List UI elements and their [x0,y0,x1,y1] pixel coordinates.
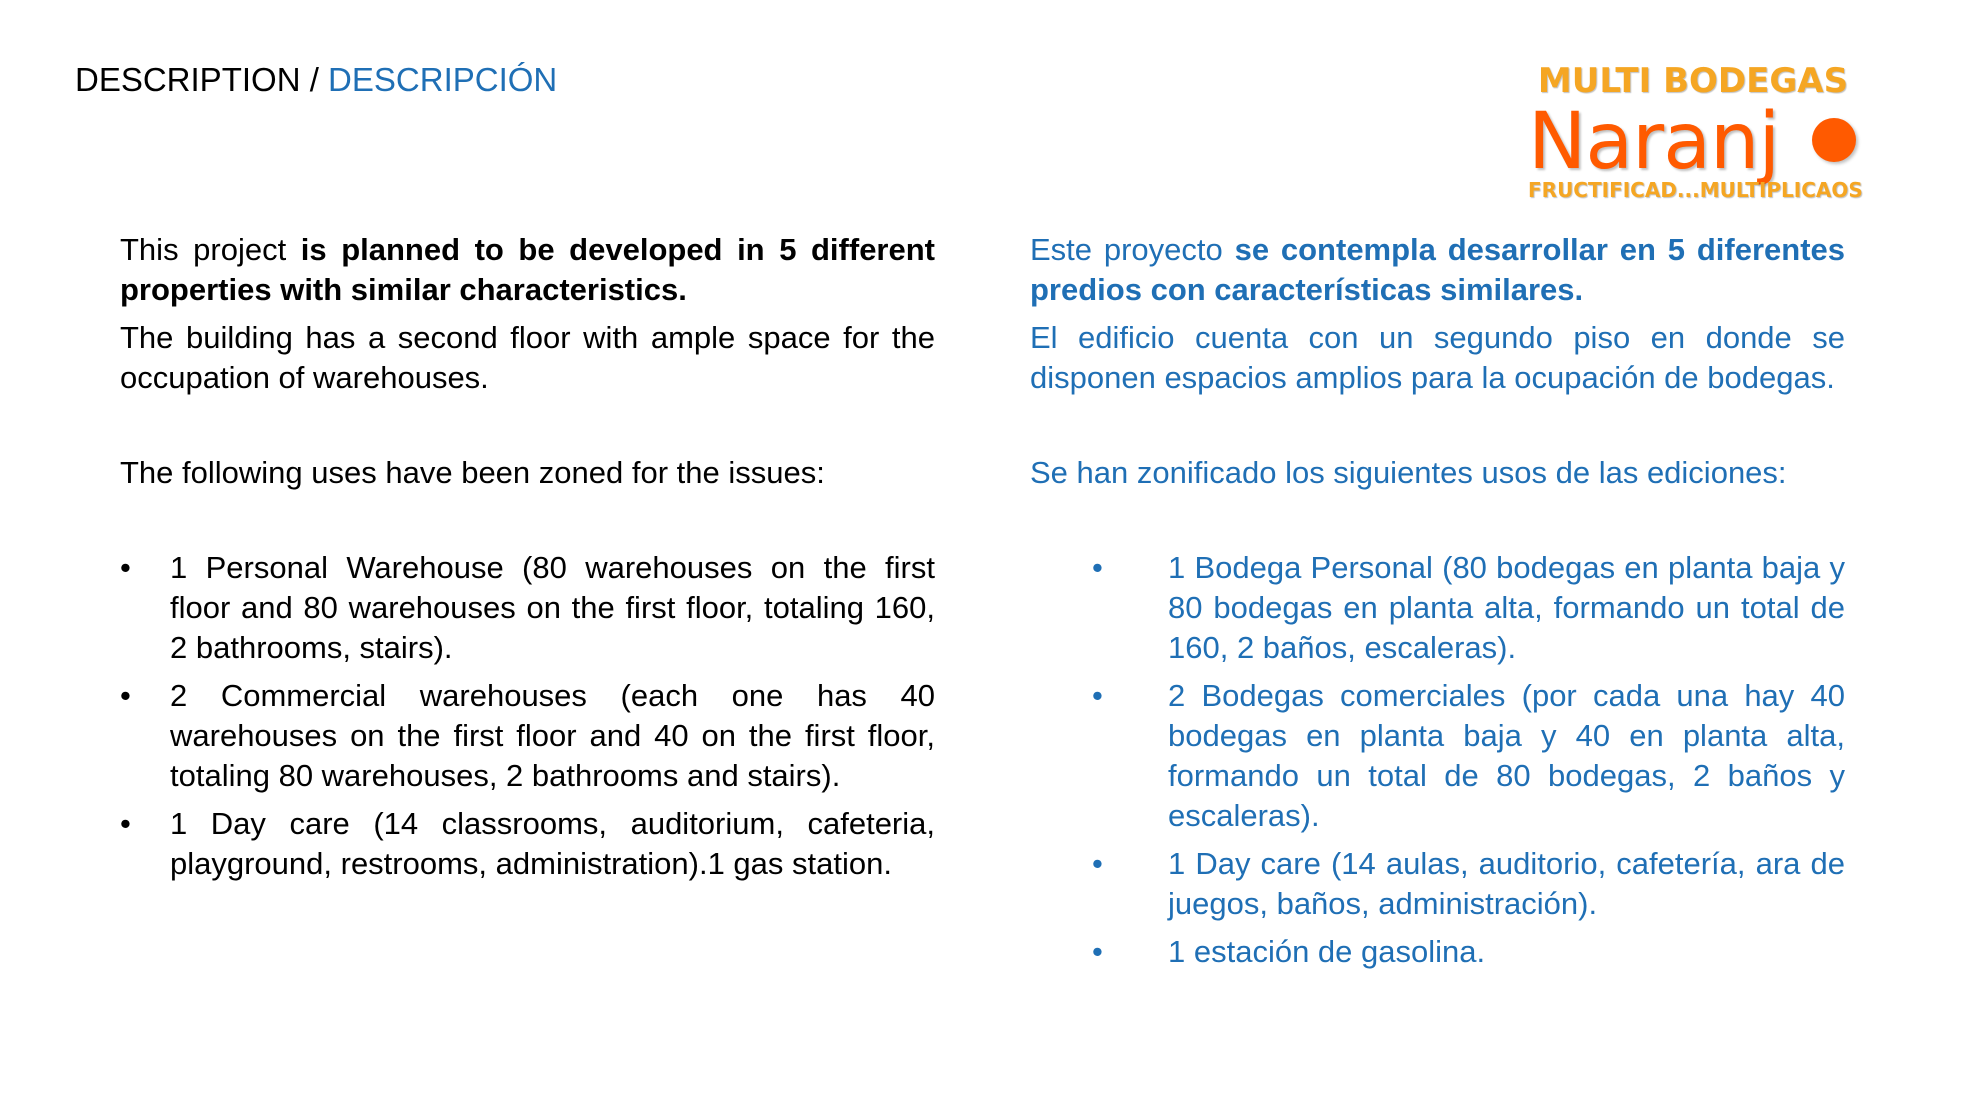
bullet-icon: • [1092,846,1103,881]
list-item-text: 2 Commercial warehouses (each one has 40 warehouses on the first floor and 40 on the first floor, totaling 80 warehouses, 2 bathrooms and stairs). [170,678,935,793]
title-spanish: DESCRIPCIÓN [328,61,558,98]
bullet-icon: • [120,806,131,841]
list-item-text: 1 Personal Warehouse (80 warehouses on the first floor and 80 warehouses on the first floor, totaling 160, 2 bathrooms, stairs). [170,550,935,665]
list-item-text: 1 Bodega Personal (80 bodegas en planta baja y 80 bodegas en planta alta, formando un total de 160, 2 baños, escaleras). [1168,550,1845,665]
list-item [120,676,935,796]
bullet-icon: • [1092,550,1103,585]
spanish-intro-bold: se contempla desarrollar en 5 diferentes predios con características similares. [1030,232,1846,307]
logo-line-2: Naranj [1528,97,1780,187]
company-logo [1528,60,1863,210]
title-english: DESCRIPTION [75,61,301,98]
bullet-icon: • [1092,678,1103,713]
english-uses-list [120,548,935,884]
list-item-text: 2 Bodegas comerciales (por cada una hay 40 bodegas en planta baja y 40 en planta alta, formando un total de 80 bodegas, 2 baños y escaleras). [1168,678,1845,833]
logo-line-1: MULTI BODEGAS [1537,61,1849,101]
page-title [75,60,557,100]
list-item [120,804,935,884]
list-item-text: 1 Day care (14 classrooms, auditorium, cafeteria, playground, restrooms, administration).1 gas station. [170,806,935,881]
list-item-text: 1 Day care (14 aulas, auditorio, cafetería, ara de juegos, baños, administración). [1168,846,1845,921]
english-intro [120,230,935,310]
spanish-intro [1030,230,1845,310]
spanish-column [1030,230,1845,980]
english-building-paragraph: The building has a second floor with ample space for the occupation of warehouses. [120,320,935,395]
spanish-uses-list [1030,548,1845,972]
english-column [120,230,935,892]
title-separator: / [300,61,329,98]
list-item [1030,932,1845,972]
list-item [1030,548,1845,668]
english-intro-bold: is planned to be developed in 5 different properties with similar characteristics. [120,232,936,307]
bullet-icon: • [120,678,131,713]
logo-tagline: FRUCTIFICAD...MULTIPLICAOS [1528,178,1863,202]
spanish-intro-plain: Este proyecto [1030,232,1235,267]
spanish-uses-heading: Se han zonificado los siguientes usos de las ediciones: [1030,455,1787,490]
bullet-icon: • [120,550,131,585]
bullet-icon: • [1092,934,1103,969]
english-intro-plain: This project [120,232,301,267]
list-item [120,548,935,668]
logo-orange-ball-icon [1812,118,1856,162]
list-item-text: 1 estación de gasolina. [1168,934,1486,969]
list-item [1030,676,1845,836]
english-uses-heading: The following uses have been zoned for the issues: [120,455,825,490]
spanish-building-paragraph: El edificio cuenta con un segundo piso en donde se disponen espacios amplios para la ocupación de bodegas. [1030,320,1845,395]
list-item [1030,844,1845,924]
